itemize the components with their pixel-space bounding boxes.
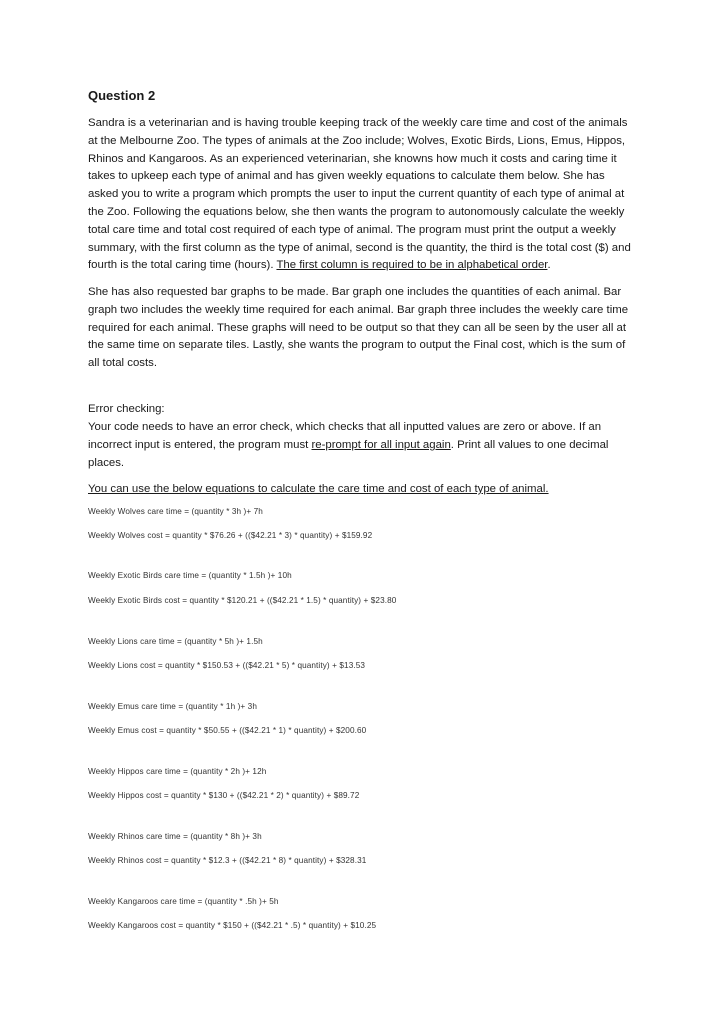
error-paragraph <box>88 419 636 472</box>
equation-lions-cost: Weekly Lions cost = quantity * $150.53 + (($42.21 * 5) * quantity) + $13.53 <box>88 661 366 670</box>
error-heading: Error checking: <box>88 403 165 415</box>
error-end: . Print all values to one decimal places. <box>88 438 609 469</box>
error-text: Your code needs to have an error check, which checks that all inputted values are zero or above. If an incorrect input is entered, the program must <box>88 421 602 451</box>
alphabetical-requirement: The first column is required to be in alphabetical order <box>276 259 548 272</box>
equation-hippos-time: Weekly Hippos care time = (quantity * 2h )+ 12h <box>88 767 267 776</box>
equation-wolves-time: Weekly Wolves care time = (quantity * 3h )+ 7h <box>88 507 263 516</box>
equation-lions-time: Weekly Lions care time = (quantity * 5h )+ 1.5h <box>88 637 263 646</box>
intro-paragraph <box>88 115 636 275</box>
bar-graph-paragraph: She has also requested bar graphs to be made. Bar graph one includes the quantities of each animal. Bar graph two includes the weekly time required for each animal. Bar graph three includes the weekly care time required for each animal. These graphs will need to be output so that they can all be seen by the user all at the same time on separate tiles. Lastly, she wants the program to output the Final cost, which is the sum of all total costs. <box>88 286 629 370</box>
equation-exotic-birds-time: Weekly Exotic Birds care time = (quantity * 1.5h )+ 10h <box>88 571 292 580</box>
reprompt-requirement: re-prompt for all input again <box>311 438 451 451</box>
equation-kangaroos-time: Weekly Kangaroos care time = (quantity * .5h )+ 5h <box>88 897 279 906</box>
equation-wolves-cost: Weekly Wolves cost = quantity * $76.26 + (($42.21 * 3) * quantity) + $159.92 <box>88 531 373 540</box>
equation-kangaroos-cost: Weekly Kangaroos cost = quantity * $150 + (($42.21 * .5) * quantity) + $10.25 <box>88 921 377 930</box>
equation-rhinos-time: Weekly Rhinos care time = (quantity * 8h )+ 3h <box>88 832 262 841</box>
intro-end: . <box>547 259 551 272</box>
equation-rhinos-cost: Weekly Rhinos cost = quantity * $12.3 + (($42.21 * 8) * quantity) + $328.31 <box>88 856 367 865</box>
equation-exotic-birds-cost: Weekly Exotic Birds cost = quantity * $120.21 + (($42.21 * 1.5) * quantity) + $23.80 <box>88 596 397 605</box>
question-title: Question 2 <box>88 88 156 103</box>
intro-text: Sandra is a veterinarian and is having trouble keeping track of the weekly care time and cost of the animals at the Melbourne Zoo. The types of animals at the Zoo include; Wolves, Exotic Birds, Lions, Emus, Hippos, Rhinos and Kangaroos. As an experienced veterinarian, she knowns how much it costs and caring time it takes to upkeep each type of animal and has given weekly equations to calculate them below. She has asked you to write a program which prompts the user to input the current quantity of each type of animal at the Zoo. Following the equations below, she then wants the program to autonomously calculate the weekly total care time and total cost required of each type of animal. The program must print the output a weekly summary, with the first column as the type of animal, second is the quantity, the third is the total cost ($) and fourth is the total caring time (hours). <box>88 117 631 272</box>
equation-emus-time: Weekly Emus care time = (quantity * 1h )+ 3h <box>88 702 257 711</box>
equation-emus-cost: Weekly Emus cost = quantity * $50.55 + (($42.21 * 1) * quantity) + $200.60 <box>88 726 367 735</box>
equation-hippos-cost: Weekly Hippos cost = quantity * $130 + (($42.21 * 2) * quantity) + $89.72 <box>88 791 360 800</box>
equations-heading: You can use the below equations to calculate the care time and cost of each type of animal. <box>88 483 549 495</box>
